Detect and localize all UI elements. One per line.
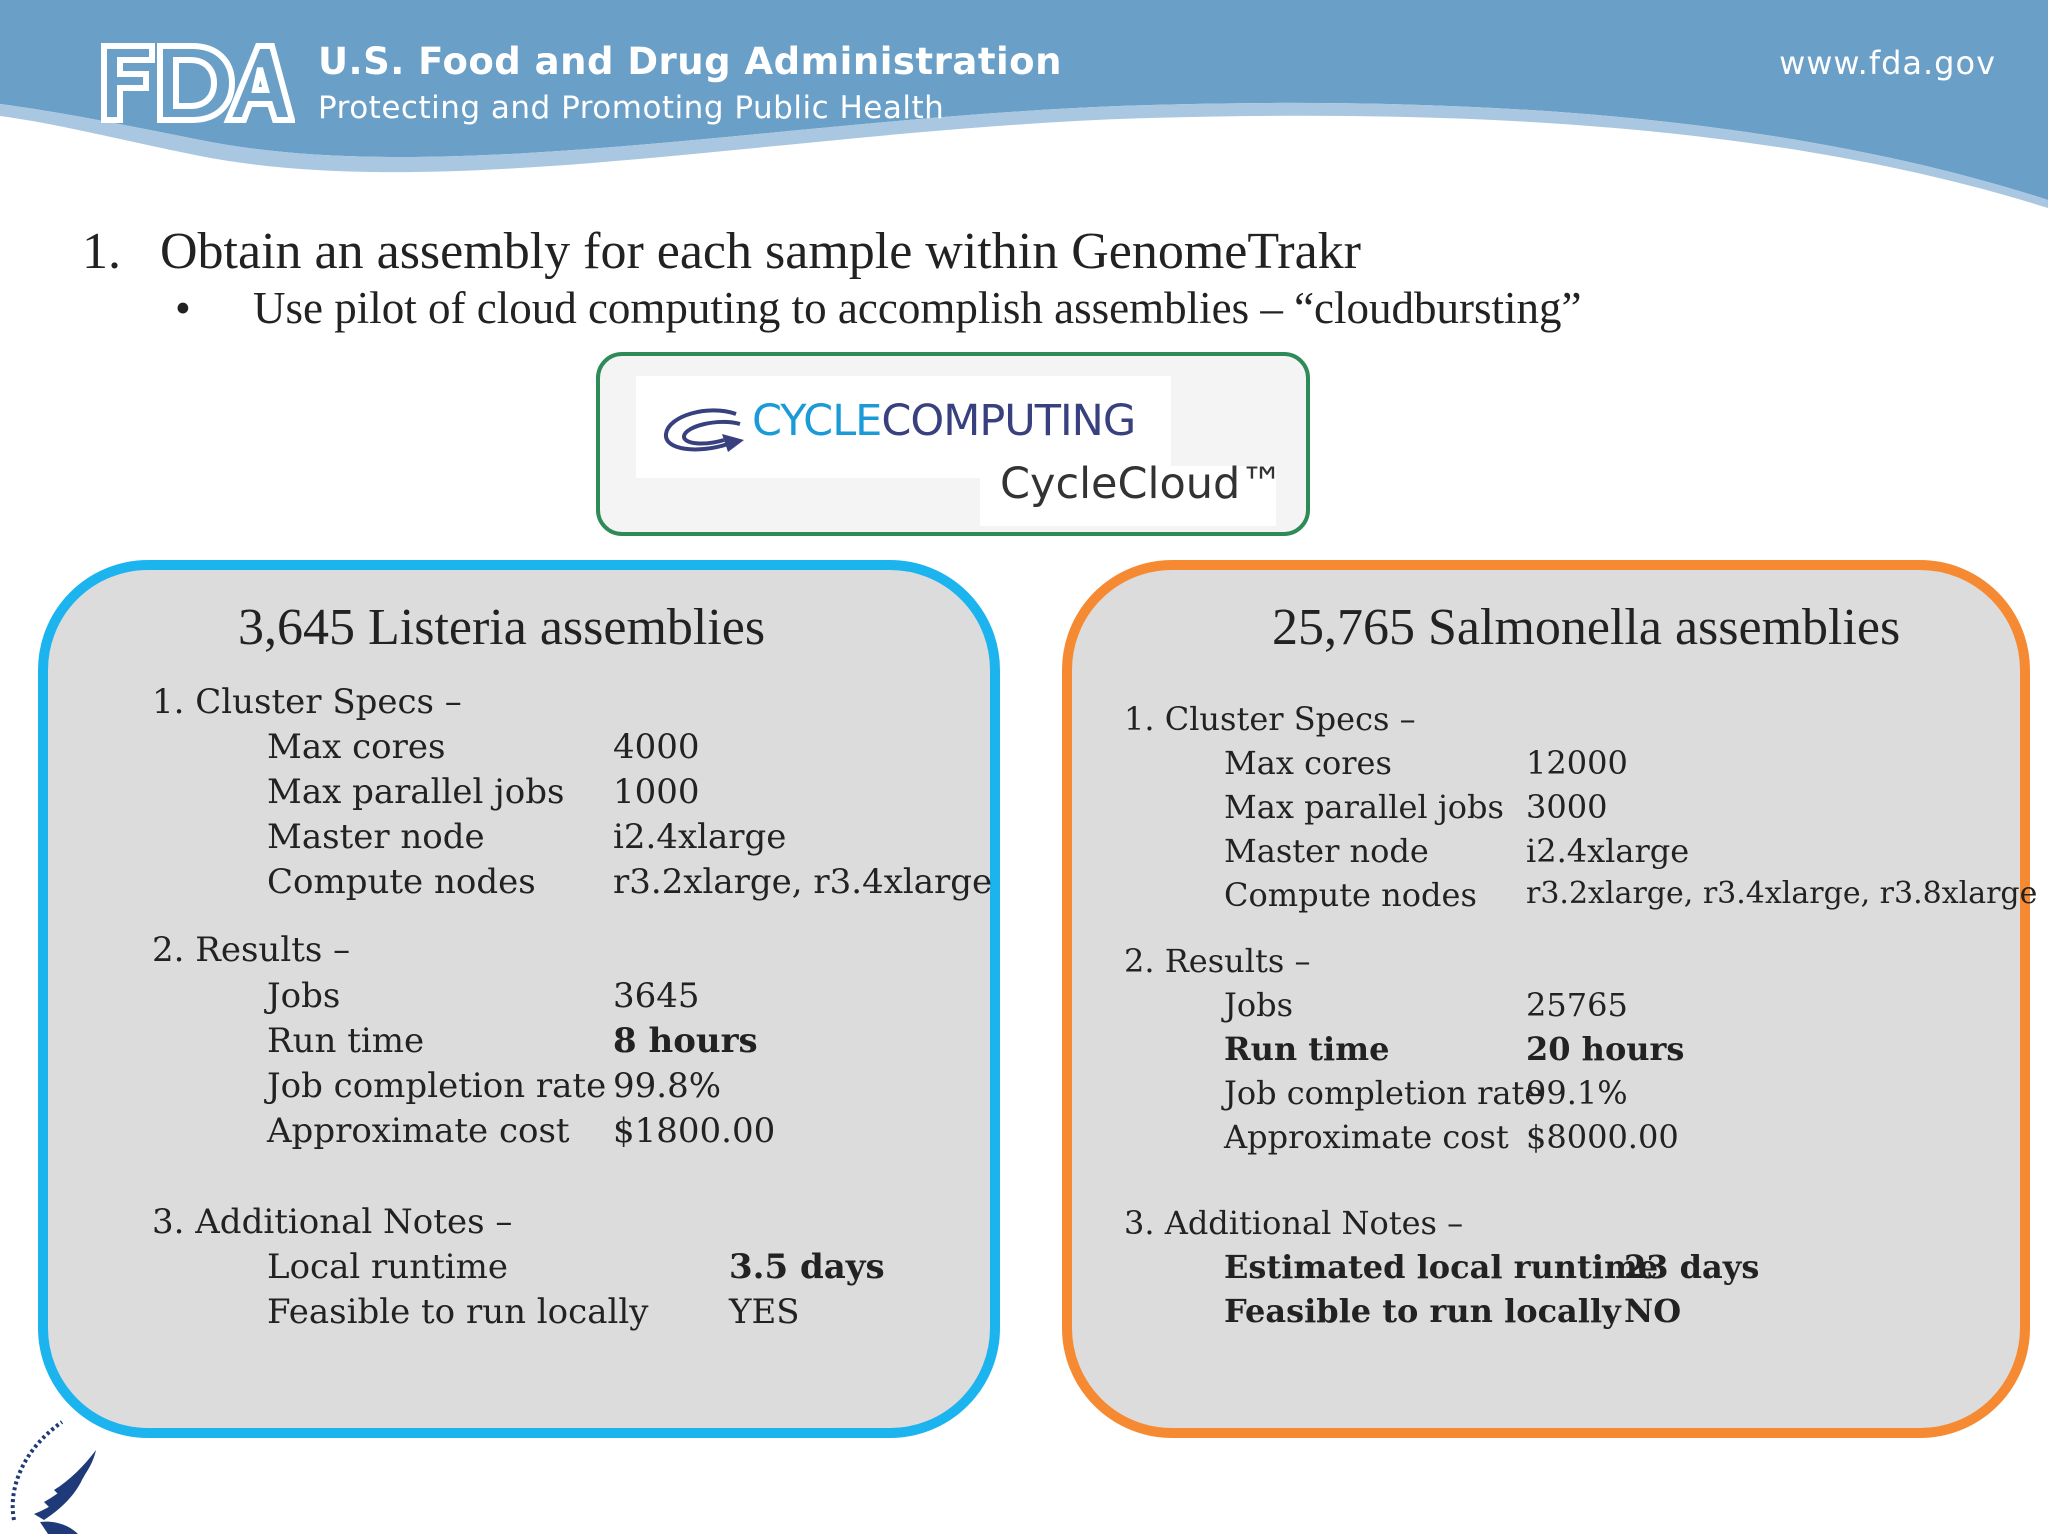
listeria-title: 3,645 Listeria assemblies: [238, 599, 766, 656]
heading-number: 1.: [82, 223, 121, 280]
salmonella-cluster-heading: 1. Cluster Specs –: [1124, 700, 1416, 738]
salmonella-title: 25,765 Salmonella assemblies: [1272, 599, 1901, 656]
agency-name: U.S. Food and Drug Administration: [318, 40, 1062, 83]
listeria-cluster-heading: 1. Cluster Specs –: [152, 682, 462, 722]
heading-text: Obtain an assembly for each sample within GenomeTrakr: [160, 223, 1362, 280]
listeria-panel: 3,645 Listeria assemblies 1. Cluster Specs – Max cores 4000 Max parallel jobs 1000 Master node i2.4xlarge Compute nodes r3.2xlarge, r3.4xlarge 2. Results – Jobs 3645 Run time 8 hours Job completion rate 99.8% Approximate cost $1800.00 3. Additional Notes – Local runtime 3.5 days Feasible to run locally YES: [38, 560, 1000, 1438]
fda-logo-text: FDA: [195, 102, 199, 103]
bullet-marker: •: [175, 283, 191, 333]
site-url[interactable]: www.fda.gov: [1779, 44, 1996, 82]
salmonella-results-heading: 2. Results –: [1124, 942, 1311, 980]
agency-tagline: Protecting and Promoting Public Health: [318, 90, 945, 126]
slide-heading: [82, 222, 1361, 281]
cycle-swoosh-icon: [658, 404, 758, 464]
cyclecomputing-logo-box: [596, 352, 1310, 536]
hhs-seal-icon: [4, 1410, 124, 1536]
bullet-text: Use pilot of cloud computing to accomplish assemblies – “cloudbursting”: [253, 283, 1582, 333]
listeria-results-heading: 2. Results –: [152, 930, 351, 970]
salmonella-panel: 25,765 Salmonella assemblies 1. Cluster Specs – Max cores 12000 Max parallel jobs 3000 Master node i2.4xlarge Compute nodes r3.2xlarge, r3.4xlarge, r3.8xlarge 2. Results – Jobs 25765 Run time 20 hours Job completion rate 99.1% Approximate cost $8000.00 3. Additional Notes – Estimated local runtime 23 days Feasible to run locally NO: [1062, 560, 2030, 1438]
bullet-point: [175, 282, 1582, 334]
fda-logo: [100, 42, 295, 124]
listeria-notes-heading: 3. Additional Notes –: [152, 1202, 513, 1242]
cyclecomputing-wordmark: CYCLECOMPUTING: [752, 396, 1136, 446]
cyclecloud-product-name: CycleCloud™: [1000, 459, 1284, 509]
header-banner: [0, 0, 2048, 230]
salmonella-notes-heading: 3. Additional Notes –: [1124, 1204, 1464, 1242]
